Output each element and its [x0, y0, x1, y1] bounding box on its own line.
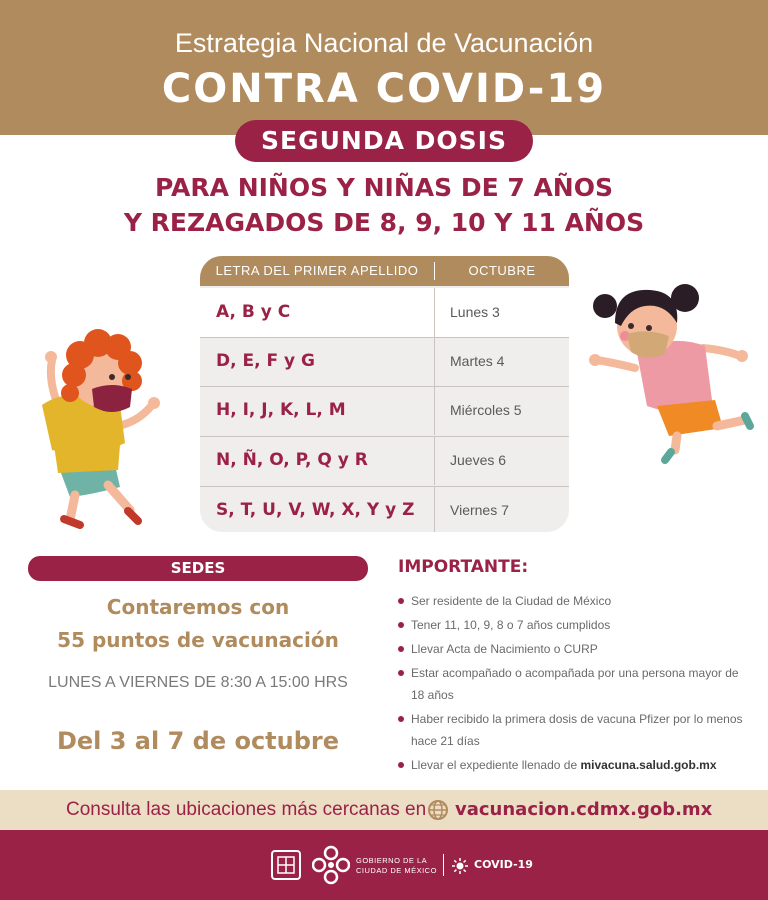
government-emblem-icon [270, 847, 302, 883]
globe-icon [428, 800, 448, 820]
consult-text: Consulta las ubicaciones más cercanas en [66, 799, 427, 820]
important-list [398, 590, 748, 778]
boy-illustration [30, 325, 170, 535]
schedule-table [200, 256, 569, 532]
table-row [200, 486, 569, 532]
bullet-icon [398, 762, 404, 768]
bullet-icon [398, 670, 404, 676]
sedes-hours: LUNES A VIERNES DE 8:30 A 15:00 HRS [48, 674, 348, 691]
bullet-icon [398, 622, 404, 628]
audience-line-2: Y REZAGADOS DE 8, 9, 10 Y 11 AÑOS [123, 208, 645, 237]
bullet-icon [398, 646, 404, 652]
row-letters: D, E, F y G [216, 351, 315, 371]
sedes-label: SEDES [28, 556, 368, 581]
important-title: IMPORTANTE: [398, 557, 529, 577]
campaign-subtitle: Estrategia Nacional de Vacunación [174, 28, 594, 58]
list-item [398, 754, 748, 776]
bullet-icon [398, 598, 404, 604]
consult-banner [0, 790, 768, 830]
sedes-line-2: 55 puntos de vacunación [57, 628, 339, 652]
column-header-month: OCTUBRE [468, 263, 536, 278]
row-day: Martes 4 [450, 353, 505, 369]
list-item-text: Llevar el expediente llenado de [411, 758, 581, 772]
virus-icon [452, 858, 468, 874]
table-row [200, 337, 569, 386]
mivacuna-link[interactable]: mivacuna.salud.gob.mx [580, 758, 717, 772]
row-letters: A, B y C [216, 302, 291, 322]
cdmx-logo-icon [312, 845, 350, 885]
bullet-icon [398, 716, 404, 722]
footer [0, 830, 768, 900]
girl-illustration [585, 268, 755, 468]
government-line-1: GOBIERNO DE LA [356, 856, 428, 865]
column-header-letters: LETRA DEL PRIMER APELLIDO [215, 263, 419, 278]
row-day: Jueves 6 [450, 452, 507, 468]
table-row [200, 288, 569, 337]
dose-badge: SEGUNDA DOSIS [235, 120, 533, 162]
schedule-table-header [200, 256, 569, 286]
row-day: Lunes 3 [450, 304, 500, 320]
row-day: Viernes 7 [450, 502, 509, 518]
column-divider [434, 486, 435, 532]
list-item [398, 614, 748, 636]
list-item-text: Tener 11, 10, 9, 8 o 7 años cumplidos [411, 618, 611, 632]
covid-label: COVID-19 [474, 858, 533, 871]
list-item [398, 590, 748, 612]
list-item-text: Llevar Acta de Nacimiento o CURP [411, 642, 598, 656]
row-letters: S, T, U, V, W, X, Y y Z [216, 500, 415, 520]
list-item [398, 638, 748, 660]
government-line-2: CIUDAD DE MÉXICO [356, 866, 437, 875]
vacunacion-link[interactable]: vacunacion.cdmx.gob.mx [455, 799, 713, 820]
column-divider [434, 436, 435, 485]
column-divider [434, 337, 435, 386]
column-divider [434, 386, 435, 435]
row-letters: H, I, J, K, L, M [216, 400, 346, 420]
list-item-text: Estar acompañado o acompañada por una persona mayor de 18 años [411, 666, 739, 702]
list-item-text: Haber recibido la primera dosis de vacuna Pfizer por lo menos hace 21 días [411, 712, 743, 748]
campaign-title: CONTRA COVID-19 [161, 66, 607, 112]
row-day: Miércoles 5 [450, 402, 522, 418]
government-label [356, 856, 437, 876]
table-row [200, 436, 569, 485]
sedes-dates: Del 3 al 7 de octubre [56, 727, 340, 755]
table-row [200, 386, 569, 435]
header-banner [0, 0, 768, 135]
sedes-line-1: Contaremos con [106, 595, 290, 619]
row-letters: N, Ñ, O, P, Q y R [216, 450, 368, 470]
column-divider [434, 288, 435, 337]
list-item [398, 708, 748, 752]
list-item [398, 662, 748, 706]
list-item-text: Ser residente de la Ciudad de México [411, 594, 612, 608]
footer-divider [443, 854, 444, 876]
audience-line-1: PARA NIÑOS Y NIÑAS DE 7 AÑOS [155, 173, 613, 202]
